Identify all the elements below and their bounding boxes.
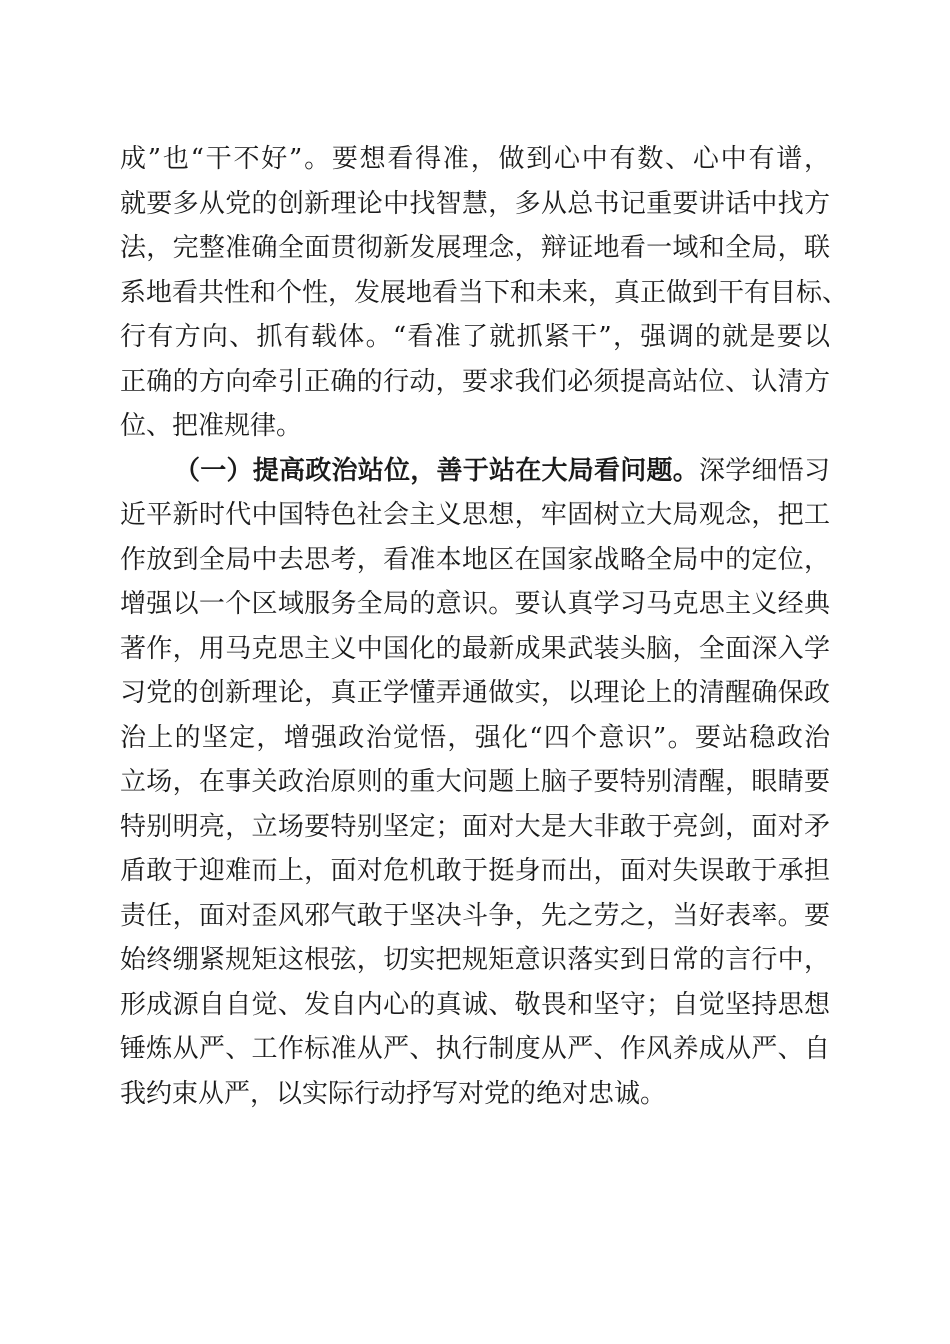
text-line: 近平新时代中国特色社会主义思想，牢固树立大局观念，把工 — [120, 500, 830, 530]
text-line: 成”也“干不好”。要想看得准，做到心中有数、心中有谱， — [120, 144, 830, 174]
text-line: 著作，用马克思主义中国化的最新成果武装头脑，全面深入学 — [120, 633, 830, 664]
heading-continuation: 深学细悟习 — [698, 455, 830, 486]
text-line: 盾敢于迎难而上，面对危机敢于挺身而出，面对失误敢于承担 — [120, 856, 830, 886]
paragraph-2 — [120, 449, 830, 1117]
section-heading: （一）提高政治站位，善于站在大局看问题。 — [174, 455, 699, 486]
document-body — [120, 137, 849, 1116]
text-line: 形成源自自觉、发自内心的真诚、敬畏和坚守；自觉坚持思想 — [120, 989, 830, 1020]
text-line: 正确的方向牵引正确的行动，要求我们必须提高站位、认清方 — [120, 366, 830, 397]
text-line — [120, 449, 830, 494]
text-line: 锤炼从严、工作标准从严、执行制度从严、作风养成从严、自 — [120, 1034, 830, 1064]
text-line: 立场，在事关政治原则的重大问题上脑子要特别清醒，眼睛要 — [120, 767, 830, 797]
text-line: 特别明亮，立场要特别坚定；面对大是大非敢于亮剑，面对矛 — [120, 811, 830, 842]
text-line: 行有方向、抓有载体。“看准了就抓紧干”，强调的就是要以 — [120, 322, 830, 352]
text-line: 位、把准规律。 — [120, 411, 303, 441]
text-line: 作放到全局中去思考，看准本地区在国家战略全局中的定位， — [120, 544, 830, 575]
text-line: 我约束从严，以实际行动抒写对党的绝对忠诚。 — [120, 1078, 667, 1109]
text-line: 治上的坚定，增强政治觉悟，强化“四个意识”。要站稳政治 — [120, 722, 830, 753]
text-line: 责任，面对歪风邪气敢于坚决斗争，先之劳之，当好表率。要 — [120, 900, 830, 931]
text-line: 就要多从党的创新理论中找智慧，多从总书记重要讲话中找方 — [120, 188, 830, 219]
text-line: 系地看共性和个性，发展地看当下和未来，真正做到干有目标、 — [120, 277, 849, 308]
text-line: 习党的创新理论，真正学懂弄通做实，以理论上的清醒确保政 — [120, 678, 830, 708]
paragraph-1 — [120, 137, 849, 449]
text-line: 始终绷紧规矩这根弦，切实把规矩意识落实到日常的言行中， — [120, 945, 830, 975]
text-line: 法，完整准确全面贯彻新发展理念，辩证地看一域和全局，联 — [120, 233, 830, 263]
text-line: 增强以一个区域服务全局的意识。要认真学习马克思主义经典 — [120, 589, 830, 619]
